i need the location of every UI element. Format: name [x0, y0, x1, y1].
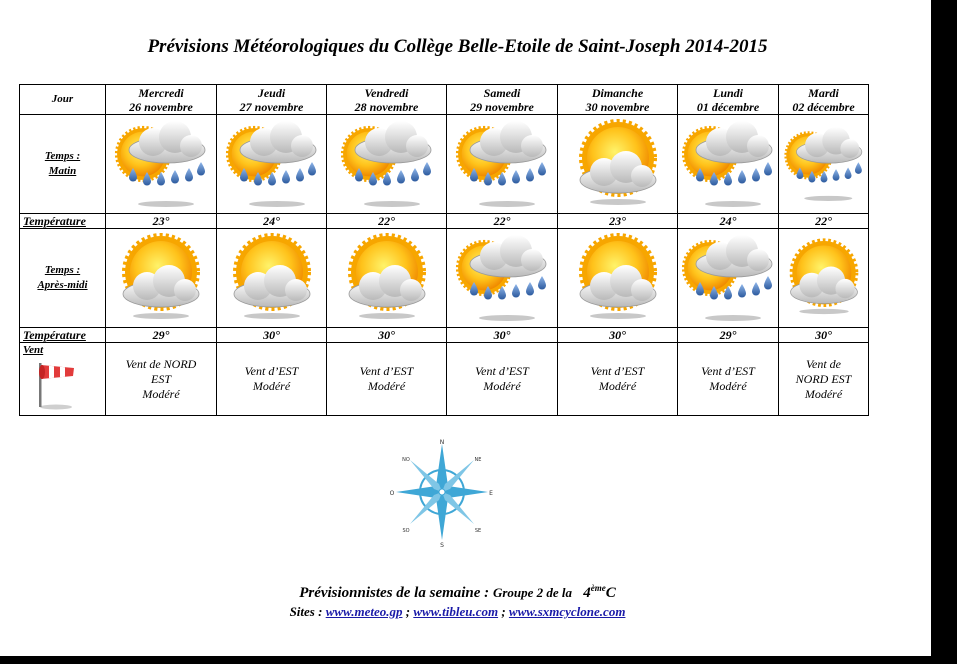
sun-cloud-icon — [222, 232, 322, 324]
temp-cell: 30° — [779, 328, 869, 343]
temp-cell: 30° — [447, 328, 558, 343]
temp-cell: 23° — [558, 214, 678, 229]
rain-sun-icon — [781, 124, 867, 204]
sun-cloud-icon — [568, 232, 668, 324]
site-link-meteo[interactable]: www.meteo.gp — [325, 604, 403, 619]
separator: ; — [501, 604, 506, 619]
rain-sun-icon — [452, 232, 552, 324]
day-header — [558, 85, 678, 115]
weather-cell — [558, 229, 678, 328]
compass-no: NO — [402, 457, 410, 463]
temp-cell: 22° — [779, 214, 869, 229]
compass-rose-icon — [388, 436, 496, 548]
rain-sun-icon — [452, 118, 552, 210]
weather-cell — [447, 115, 558, 214]
wind-cell: Vent d’EST Modéré — [327, 343, 447, 416]
weather-cell — [106, 229, 217, 328]
jour-header: Jour — [20, 85, 106, 115]
day-date: 30 novembre — [585, 99, 650, 114]
site-link-sxmcyclone[interactable]: www.sxmcyclone.com — [508, 604, 626, 619]
sites-line — [0, 604, 915, 620]
wind-row — [20, 343, 869, 416]
day-date: 26 novembre — [129, 99, 193, 114]
compass-o: O — [389, 490, 395, 497]
weather-cell — [779, 115, 869, 214]
day-name: Mardi — [808, 85, 839, 100]
temp-label: Température — [20, 214, 106, 229]
header-row — [20, 85, 869, 115]
afternoon-label: Temps : Après-midi — [20, 229, 106, 328]
weather-cell — [217, 229, 327, 328]
class-num: 4 — [583, 585, 591, 601]
page-title: Prévisions Météorologiques du Collège Belle-Etoile de Saint-Joseph 2014-2015 — [147, 36, 768, 57]
right-border-bar — [931, 0, 957, 664]
morning-row — [20, 115, 869, 214]
day-name: Jeudi — [257, 85, 286, 100]
weather-cell — [678, 115, 779, 214]
rain-sun-icon — [678, 232, 778, 324]
forecasters-line — [0, 583, 915, 602]
temp-cell: 30° — [217, 328, 327, 343]
separator: ; — [405, 604, 411, 619]
forecast-table — [19, 84, 869, 416]
day-date: 01 décembre — [696, 99, 760, 114]
wind-label: Vent — [23, 344, 44, 356]
weather-cell — [558, 115, 678, 214]
sun-cloud-icon — [111, 232, 211, 324]
sun-cloud-icon — [568, 118, 668, 210]
day-name: Vendredi — [364, 85, 409, 100]
day-header — [678, 85, 779, 115]
weather-cell — [106, 115, 217, 214]
day-name: Lundi — [712, 85, 743, 100]
compass-so: SO — [402, 528, 410, 534]
temp-cell: 29° — [106, 328, 217, 343]
day-name: Mercredi — [138, 85, 184, 100]
day-header — [779, 85, 869, 115]
morning-temp-row — [20, 214, 869, 229]
day-date: 02 décembre — [792, 99, 855, 114]
rain-sun-icon — [678, 118, 778, 210]
temp-cell: 30° — [558, 328, 678, 343]
wind-cell: Vent d’EST Modéré — [447, 343, 558, 416]
day-name: Samedi — [483, 85, 521, 100]
sites-label: Sites : — [289, 604, 323, 619]
day-date: 29 novembre — [470, 99, 534, 114]
wind-cell: Vent d’EST Modéré — [678, 343, 779, 416]
group-text: Groupe 2 de la — [492, 585, 573, 600]
compass-ne: NE — [474, 457, 482, 463]
weather-cell — [678, 229, 779, 328]
temp-cell: 22° — [327, 214, 447, 229]
bottom-border-bar — [0, 656, 931, 664]
temp-cell: 24° — [678, 214, 779, 229]
day-name: Dimanche — [591, 85, 644, 100]
site-link-tibleu[interactable]: www.tibleu.com — [413, 604, 499, 619]
windsock-icon — [30, 359, 80, 411]
temp-label: Température — [20, 328, 106, 343]
temp-cell: 23° — [106, 214, 217, 229]
class-sup: ème — [590, 583, 606, 593]
compass-n: N — [439, 439, 445, 446]
temp-cell: 29° — [678, 328, 779, 343]
wind-cell: Vent de NORD EST Modéré — [106, 343, 217, 416]
weather-cell — [327, 229, 447, 328]
weather-cell — [217, 115, 327, 214]
temp-cell: 22° — [447, 214, 558, 229]
weather-cell — [327, 115, 447, 214]
temp-cell: 30° — [327, 328, 447, 343]
sun-cloud-icon — [780, 237, 868, 319]
day-date: 28 novembre — [354, 99, 419, 114]
day-header — [327, 85, 447, 115]
wind-cell: Vent d’EST Modéré — [217, 343, 327, 416]
weather-cell — [779, 229, 869, 328]
rain-sun-icon — [337, 118, 437, 210]
day-header — [106, 85, 217, 115]
class-letter: C — [605, 585, 616, 601]
afternoon-temp-row — [20, 328, 869, 343]
rain-sun-icon — [111, 118, 211, 210]
sun-cloud-icon — [337, 232, 437, 324]
afternoon-row — [20, 229, 869, 328]
forecasters-label: Prévisionnistes de la semaine : — [299, 585, 490, 601]
compass-se: SE — [474, 528, 482, 534]
day-header — [217, 85, 327, 115]
morning-label: Temps : Matin — [20, 115, 106, 214]
day-date: 27 novembre — [239, 99, 304, 114]
wind-cell: Vent de NORD EST Modéré — [779, 343, 869, 416]
compass-e: E — [489, 490, 493, 497]
day-header — [447, 85, 558, 115]
temp-cell: 24° — [217, 214, 327, 229]
compass-s: S — [440, 542, 444, 548]
wind-cell: Vent d’EST Modéré — [558, 343, 678, 416]
weather-cell — [447, 229, 558, 328]
wind-label-cell — [20, 343, 106, 416]
rain-sun-icon — [222, 118, 322, 210]
